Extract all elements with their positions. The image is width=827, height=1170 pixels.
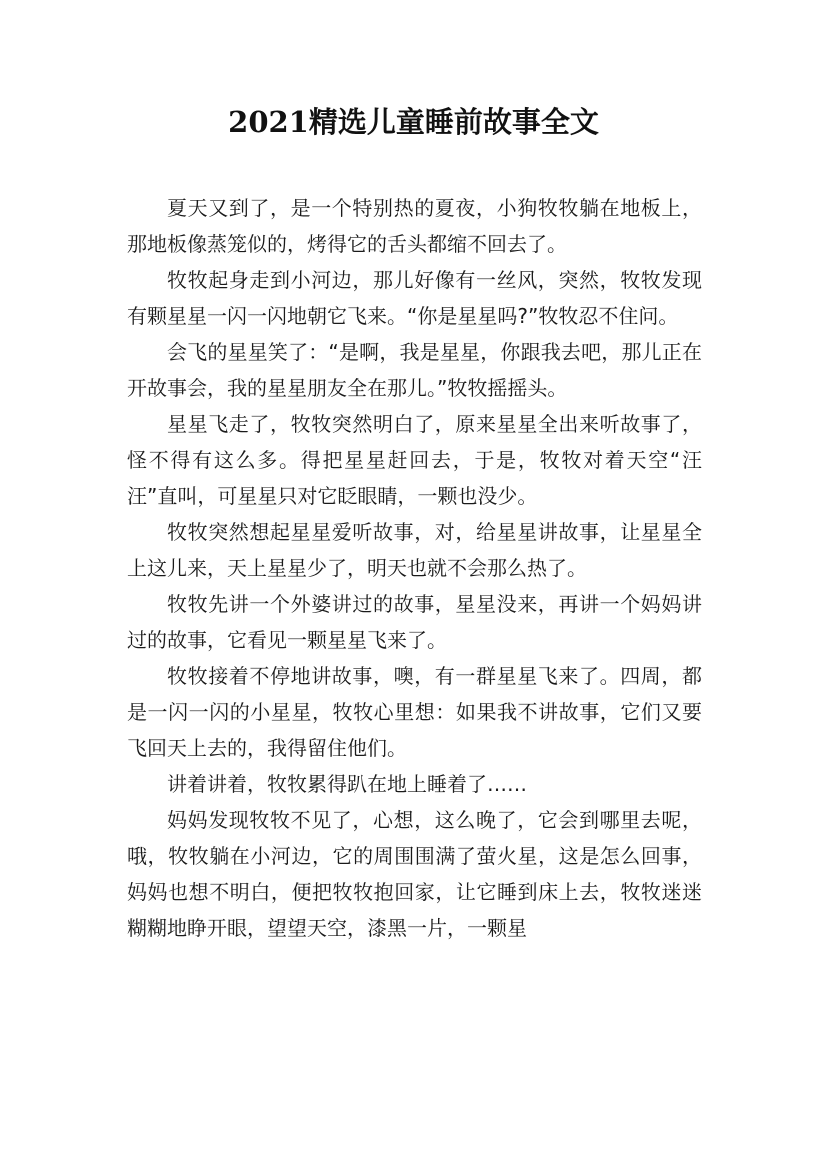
paragraph-3: 会飞的星星笑了：“是啊，我是星星，你跟我去吧，那儿正在开故事会，我的星星朋友全在那儿。”牧牧摇摇头。 — [127, 340, 702, 400]
paragraph-9: 妈妈发现牧牧不见了，心想，这么晚了，它会到哪里去呢，哦，牧牧躺在小河边，它的周围围满了萤火星，这是怎么回事，妈妈也想不明白，便把牧牧抱回家，让它睡到床上去，牧牧迷迷糊糊地睁开眼，望望天空，漆黑一片，一颗星 — [127, 808, 702, 940]
document-title: 2021精选儿童睡前故事全文 — [228, 105, 599, 139]
paragraph-5: 牧牧突然想起星星爱听故事，对，给星星讲故事，让星星全上这儿来，天上星星少了，明天也就不会那么热了。 — [127, 520, 702, 580]
document-body — [127, 190, 702, 946]
paragraph-2: 牧牧起身走到小河边，那儿好像有一丝风，突然，牧牧发现有颗星星一闪一闪地朝它飞来。“你是星星吗?”牧牧忍不住问。 — [127, 268, 702, 328]
paragraph-4: 星星飞走了，牧牧突然明白了，原来星星全出来听故事了，怪不得有这么多。得把星星赶回去，于是，牧牧对着天空“汪汪”直叫，可星星只对它眨眼睛，一颗也没少。 — [127, 412, 702, 508]
paragraph-7: 牧牧接着不停地讲故事，噢，有一群星星飞来了。四周，都是一闪一闪的小星星，牧牧心里想：如果我不讲故事，它们又要飞回天上去的，我得留住他们。 — [127, 664, 702, 760]
paragraph-6: 牧牧先讲一个外婆讲过的故事，星星没来，再讲一个妈妈讲过的故事，它看见一颗星星飞来了。 — [127, 592, 702, 652]
paragraph-8: 讲着讲着，牧牧累得趴在地上睡着了…… — [167, 772, 527, 796]
paragraph-1: 夏天又到了，是一个特别热的夏夜，小狗牧牧躺在地板上，那地板像蒸笼似的，烤得它的舌头都缩不回去了。 — [127, 196, 702, 256]
